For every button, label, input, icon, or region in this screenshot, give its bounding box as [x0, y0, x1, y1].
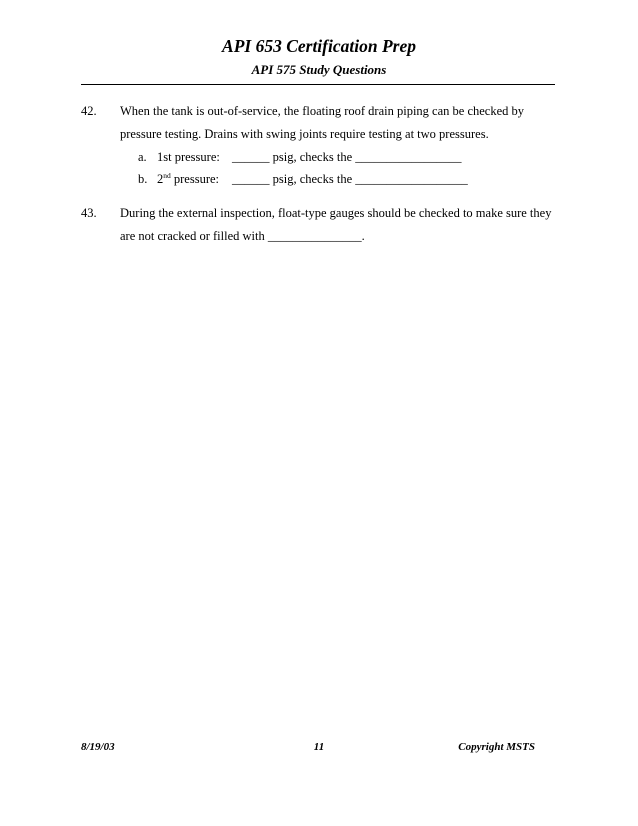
question-text-line: During the external inspection, float-type gauges should be checked to make sure they — [120, 206, 552, 220]
option-letter: a. — [138, 150, 147, 164]
question-text-line: pressure testing. Drains with swing joints require testing at two pressures. — [120, 127, 489, 141]
footer-copyright: Copyright MSTS — [458, 741, 535, 753]
page-title: API 653 Certification Prep — [222, 36, 416, 56]
option-label-base: 2 — [157, 172, 164, 186]
page-subtitle: API 575 Study Questions — [251, 62, 387, 77]
option-answer-blank: ______ psig, checks the _________________ — [232, 150, 462, 164]
option-label: 1st pressure: — [157, 150, 220, 164]
question-text-line: are not cracked or filled with _______________. — [120, 229, 365, 243]
header-divider — [81, 84, 555, 85]
option-letter: b. — [138, 172, 148, 186]
question-text-line: When the tank is out-of-service, the floating roof drain piping can be checked by — [120, 104, 525, 118]
option-label-superscript: nd — [163, 170, 171, 180]
question-number: 43. — [81, 206, 97, 220]
option-label-rest: pressure: — [170, 172, 219, 186]
footer-page-number: 11 — [313, 741, 325, 753]
footer-date: 8/19/03 — [81, 741, 115, 753]
question-number: 42. — [81, 104, 97, 118]
option-answer-blank: ______ psig, checks the __________________ — [232, 172, 468, 186]
option-label — [157, 172, 219, 187]
